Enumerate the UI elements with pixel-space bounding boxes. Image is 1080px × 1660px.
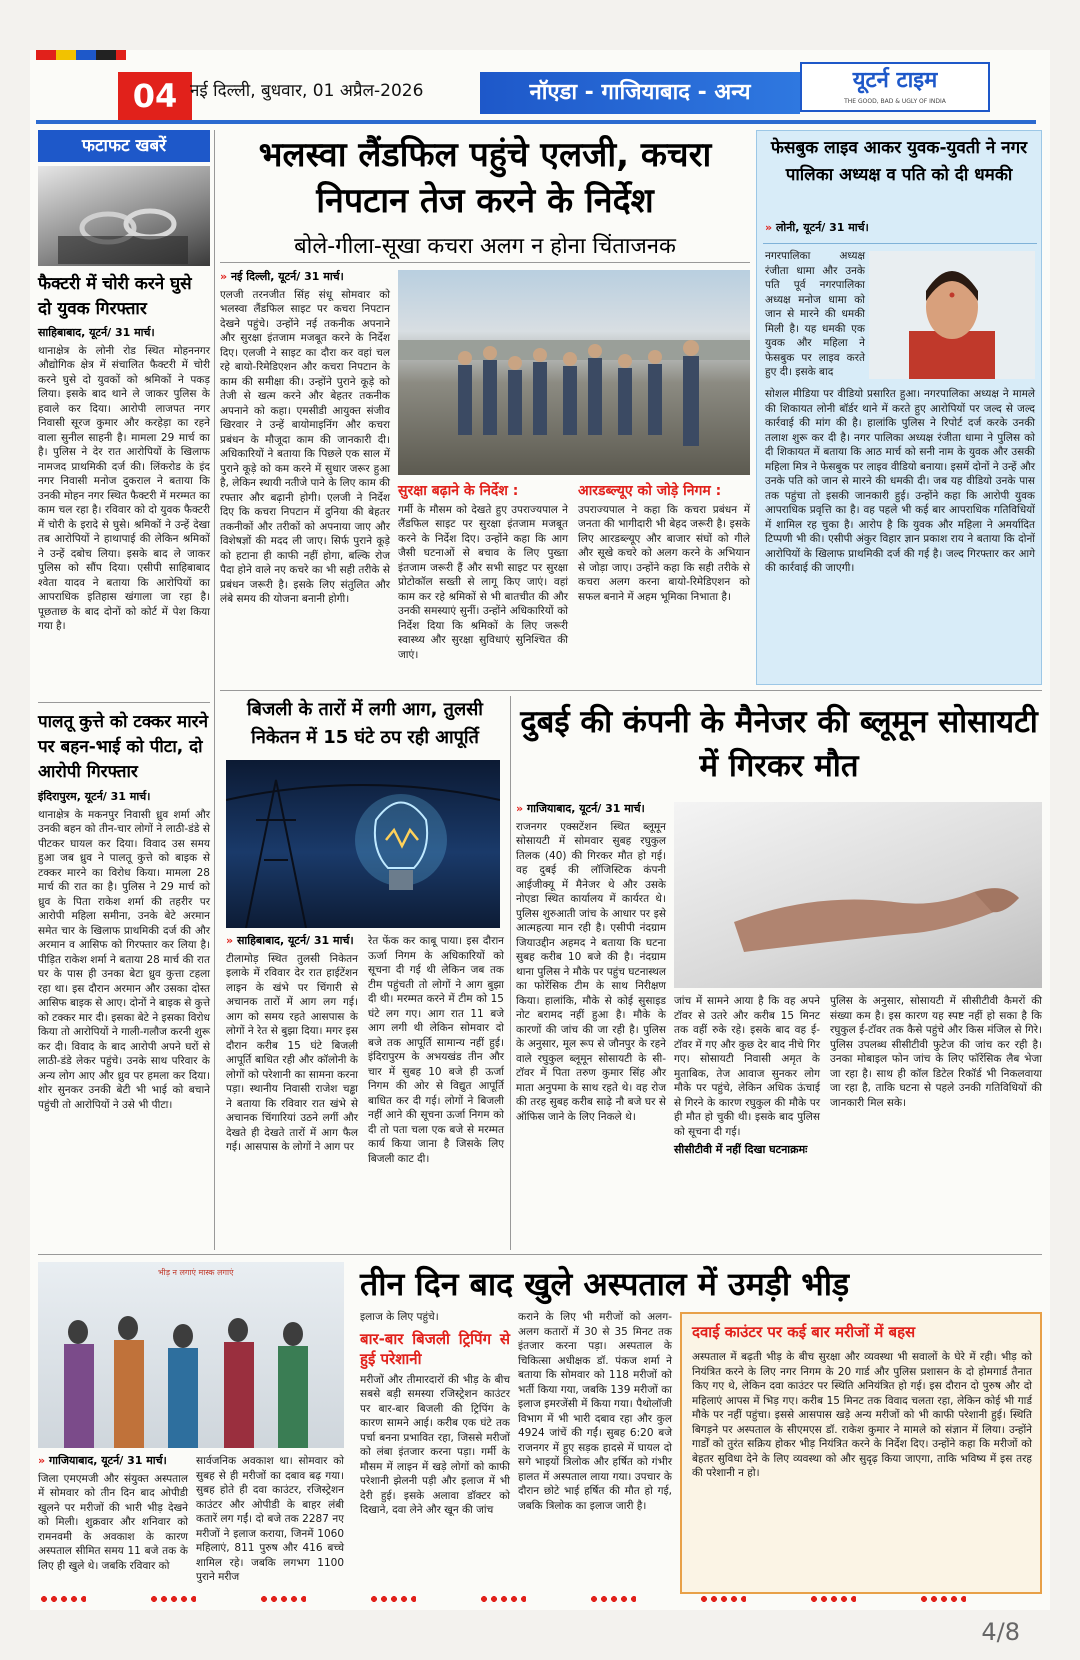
arrow-icon: » <box>516 802 527 815</box>
lead-deck: बोले-गीला-सूखा कचरा अलग न होना चिंताजनक <box>294 234 676 259</box>
header-rule <box>36 120 1036 124</box>
power-col-1 <box>226 934 358 1159</box>
divider <box>38 702 210 703</box>
divider <box>220 690 1042 691</box>
box-dateline: लोनी, यूटर्न/ 31 मार्च। <box>775 221 869 234</box>
dubai-dateline: गाजियाबाद, यूटर्न/ 31 मार्च। <box>526 802 645 815</box>
pharmacy-dispute-box <box>680 1312 1042 1594</box>
chairperson-portrait <box>869 251 1035 379</box>
lead-col-1 <box>220 270 390 611</box>
power-bulb-photo <box>226 760 500 928</box>
divider <box>38 1254 1042 1255</box>
box-body: सोशल मीडिया पर वीडियो प्रसारित हुआ। नगरपालिका अध्यक्ष ने मामले की शिकायत लोनी बॉर्डर थाने में करते हुए आरोपियों पर जल्द से जल्द कार्रवाई की मांग की है। हालांकि पुलिस ने रिपोर्ट दर्ज करके उनकी तलाश शुरू कर दी है। नगर पालिका अध्यक्ष रंजीता धामा ने पुलिस को दी शिकायत में बताया कि आठ मार्च को सनी नाम के युवक और उसकी महिला मित्र ने फेसबुक पर लाइव वीडियो बनाया। इसमें दोनों ने उन्हें और उनके पति को जान से मारने की धमकी दी। जब यह वीडियो उनके पास तक पहुंचा तो इसकी जानकारी हुई। उन्होंने कहा कि आरोपी युवक आपराधिक प्रवृत्ति का है। वह पहले भी कई बार आपराधिक गतिविधियों में शामिल रह चुका है। आरोप है कि युवक और महिला ने अमर्यादित टिप्पणी भी की। एसीपी अंकुर विहार ज्ञान प्रकाश राय ने बताया कि दोनों आरोपियों के खिलाफ प्राथमिकी दर्ज की गई है। जल्द गिरफ्तार कर आगे की कार्रवाई की जाएगी। <box>765 388 1035 574</box>
dubai-body-3: पुलिस के अनुसार, सोसायटी में सीसीटीवी कैमरों की संख्या कम है। इस कारण यह स्पष्ट नहीं हो सका है कि रघुकुल ई-टॉवर तक कैसे पहुंचे और किस मंजिल से गिरे। पुलिस उपलब्ध सीसीटीवी फुटेज की जांच कर रही है। उनका मोबाइल फोन जांच के लिए फॉरेंसिक लैब भेजा जा रहा है। साथ ही कॉल डिटेल रिकॉर्ड भी निकलवाया जा रहा है, ताकि घटना से पहले उनकी गतिविधियों की जानकारी मिल सके। <box>830 995 1042 1109</box>
story-title-factory-theft: फैक्टरी में चोरी करने घुसे दो युवक गिरफ्तार <box>38 274 192 319</box>
dubai-body-2: जांच में सामने आया है कि वह अपने टॉवर से उतरे और करीब 15 मिनट तक वहीं रुके रहे। इसके बाद वह ई-टॉवर में गए और कुछ देर बाद नीचे गिर गए। सोसायटी निवासी अमृत के मुताबिक, तेज आवाज सुनकर लोग मौके पर पहुंचे, लेकिन अधिक ऊंचाई से गिरने के कारण रघुकुल की मौके पर ही मौत हो चुकी थी। इसके बाद पुलिस को सूचना दी गई। <box>674 995 820 1138</box>
page-count: 4/8 <box>981 1618 1020 1646</box>
color-dots <box>370 1595 416 1603</box>
color-dots <box>480 1595 526 1603</box>
box-body-top: नगरपालिका अध्यक्ष रंजीता धामा और उनके पति पूर्व नगरपालिका अध्यक्ष मनोज धामा को जान से मारने की धमकी मिली है। यह धमकी एक युवक और महिला ने फेसबुक पर लाइव करते हुए दी। इसके बाद <box>765 250 865 378</box>
page-number: 04 <box>118 72 192 120</box>
brand-tagline: THE GOOD, BAD & UGLY OF INDIA <box>844 98 946 105</box>
box-dateline-wrap <box>765 221 1035 239</box>
box-body-top-wrap <box>765 249 865 384</box>
color-dots <box>920 1595 966 1603</box>
lead-dateline: नई दिल्ली, यूटर्न/ 31 मार्च। <box>230 270 344 283</box>
divider <box>220 262 750 263</box>
story-body: थानाक्षेत्र के मकनपुर निवासी ध्रुव शर्मा और उनकी बहन को तीन-चार लोगों ने लाठी-डंडे से पीटकर घायल कर दिया। विवाद उस समय हुआ जब ध्रुव ने पालतू कुत्ते को बाइक से टक्कर मारने का विरोध किया। मामला 28 मार्च की रात का है। पुलिस ने 29 मार्च को ध्रुव के पिता राकेश शर्मा की तहरीर पर आरोपी महिला समीना, उनके बेटे अरमान समेत चार के खिलाफ प्राथमिकी दर्ज की और अरमान व आसिफ को गिरफ्तार कर लिया है। पीड़ित राकेश शर्मा ने बताया 28 मार्च की रात घर के पास ही उनका बेटा ध्रुव कुत्ता टहला रहा था। इस दौरान अरमान और उसका दोस्त आसिफ बाइक से आए। दोनों ने बाइक से कुत्ते को टक्कर मार दी। इसका बेटे ने इसका विरोध किया तो आरोपियों ने गाली-गलौज करनी शुरू कर दी। विवाद के बाद आरोपी अपने घरों से लाठी-डंडे लेकर पहुंचे। उनके साथ परिवार के अन्य लोग आए और ध्रुव पर हमला कर दिया। शोर सुनकर उनकी बेटी भी भाई को बचाने पहुंची तो आरोपियों ने उसे भी पीटा। <box>38 808 210 1111</box>
story-dog-assault <box>38 790 210 1116</box>
story-dateline: इंदिरापुरम, यूटर्न/ 31 मार्च। <box>38 790 151 803</box>
handcuffs-photo <box>38 166 210 266</box>
facebook-threat-box <box>756 130 1042 685</box>
lead-body-3: उपराज्यपाल ने कहा कि कचरा प्रबंधन में जनता की भागीदारी भी बेहद जरूरी है। इसके लिए आरडब्ल्यूए और बाजार संघों को गीले और सूखे कचरे को अलग करने के अभियान से जोड़ा जाए। उन्होंने कहा कि सही तरीके से कचरा अलग करना बायो-रिमेडिएशन को सफल बनाने में अहम भूमिका निभाता है। <box>578 503 750 603</box>
hospital-body-2: मरीजों और तीमारदारों की भीड़ के बीच सबसे बड़ी समस्या रजिस्ट्रेशन काउंटर पर बार-बार बिजली की ट्रिपिंग के कारण सामने आई। करीब एक घंटे तक पर्चा बनना प्रभावित रहा, जिससे मरीजों को लंबा इंतजार करना पड़ा। गर्मी के मौसम में लाइन में खड़े लोगों को काफी परेशानी झेलनी पड़ी और इलाज में भी देरी हुई। इसके अलावा डॉक्टर को दिखाने, दवा लेने और खून की जांच <box>360 1373 510 1516</box>
hospital-col-2 <box>360 1310 510 1522</box>
divider <box>763 243 1037 244</box>
lead-headline: भलस्वा लैंडफिल पहुंचे एलजी, कचरा निपटान तेज करने के निर्देश <box>258 135 712 221</box>
lead-col-2 <box>398 480 568 666</box>
color-dots <box>810 1595 856 1603</box>
box-body-wrap <box>692 1350 1032 1485</box>
power-col-2 <box>368 934 504 1170</box>
hospital-body-1a: जिला एमएमजी और संयुक्त अस्पताल में सोमवार को तीन दिन बाद ओपीडी खुलने पर मरीजों की भारी भीड़ देखने को मिली। शुक्रवार और शनिवार को रामनवमी के अवकाश के कारण अस्पताल सीमित समय 11 बजे तक के लिए ही खुले थे। जबकि रविवार को <box>38 1472 188 1572</box>
section-title: नॉएडा - गाजियाबाद - अन्य <box>480 72 800 114</box>
lead-body-2: गर्मी के मौसम को देखते हुए उपराज्यपाल ने लैंडफिल साइट पर सुरक्षा इंतजाम मजबूत करने के निर्देश दिए। उन्होंने कहा कि आग जैसी घटनाओं से बचाव के लिए पुख्ता इंतजाम जरूरी हैं और सभी साइट पर सुरक्षा प्रोटोकॉल सख्ती से लागू किए जाएं। वहां काम कर रहे श्रमिकों से भी बातचीत की और उनकी समस्याएं सुनीं। उन्होंने अधिकारियों को निर्देश दिया कि श्रमिकों के लिए जरूरी स्वास्थ्य और सुरक्षा सुविधाएं सुनिश्चित की जाएं। <box>398 503 568 661</box>
power-body-2: रेत फेंक कर काबू पाया। इस दौरान ऊर्जा निगम के अधिकारियों को सूचना दी गई थी लेकिन जब तक टीम पहुंचती तो लोगों ने आग बुझा दी थी। मरम्मत करने में टीम को 15 घंटे लग गए। आग रात 11 बजे आग लगी थी लेकिन सोमवार दो बजे तक आपूर्ति सामान्य नहीं हुई। इंदिरापुरम के अभयखंड तीन और चार में सुबह 10 बजे ही ऊर्जा निगम की ओर से विद्युत आपूर्ति बाधित कर दी गई। लोगों ने बिजली नहीं आने की सूचना ऊर्जा निगम को दी तो पता चला एक बजे से मरम्मत कार्य किया जाना है जिसके लिए बिजली काट दी। <box>368 935 504 1165</box>
brand-name: यूटर्न टाइम <box>852 68 938 93</box>
box-body: अस्पताल में बढ़ती भीड़ के बीच सुरक्षा और व्यवस्था भी सवालों के घेरे में रही। भीड़ को नियंत्रित करने के लिए नगर निगम के 20 गार्ड और पुलिस प्रशासन के दो होमगार्ड तैनात किए गए थे, लेकिन दवा काउंटर पर स्थिति अनियंत्रित हो गई। इस दौरान दो पुरुष और दो महिलाएं आपस में भिड़ गए। करीब 15 मिनट तक विवाद चलता रहा, लेकिन कोई भी गार्ड मौके पर नहीं पहुंचा। इससे आसपास खड़े अन्य मरीजों को भी काफी परेशानी हुई। स्थिति बिगड़ने पर अस्पताल के सीएमएस डॉ. राकेश कुमार ने मामले को संज्ञान में लिया। उन्होंने गार्डों को तुरंत सक्रिय होकर भीड़ नियंत्रित करने के निर्देश दिए। उन्होंने कहा कि मरीजों को बेहतर सुविधा देने के लिए व्यवस्था को और सुदृढ़ किया जाएगा, ताकि भविष्य में इस तरह की परेशानी न हो। <box>692 1351 1032 1479</box>
dubai-col-3 <box>830 994 1042 1114</box>
hospital-subhead-tripping: बार-बार बिजली ट्रिपिंग से हुई परेशानी <box>360 1329 510 1368</box>
color-dots <box>40 1595 86 1603</box>
dubai-col-1 <box>516 802 666 1128</box>
hospital-body-2-top: इलाज के लिए पहुंचे। <box>360 1311 439 1323</box>
dubai-headline: दुबई की कंपनी के मैनेजर की ब्लूमून सोसायटी में गिरकर मौत <box>520 704 1038 784</box>
color-dots <box>590 1595 636 1603</box>
hospital-headline: तीन दिन बाद खुले अस्पताल में उमड़ी भीड़ <box>360 1265 850 1303</box>
power-dateline: साहिबाबाद, यूटर्न/ 31 मार्च। <box>236 934 354 947</box>
story-factory-theft <box>38 326 210 638</box>
power-headline: बिजली के तारों में लगी आग, तुलसी निकेतन में 15 घंटे ठप रही आपूर्ति <box>247 699 483 748</box>
arrow-icon: » <box>765 221 776 234</box>
column-rule <box>510 696 511 1250</box>
hospital-col-1b <box>196 1454 344 1589</box>
newspaper-page <box>30 50 1050 1610</box>
column-rule <box>214 130 215 1250</box>
quick-news-tag: फटाफट खबरें <box>38 130 210 162</box>
arrow-icon: » <box>38 1454 49 1467</box>
power-body-1: टीलामोड़ स्थित तुलसी निकेतन इलाके में रविवार देर रात हाईटेंशन लाइन के खंभे पर चिंगारी से अचानक तारों में आग लग गई। आग को समय रहते आसपास के लोगों ने रेत से बुझा दिया। मगर इस दौरान करीब 15 घंटे बिजली आपूर्ति बाधित रही और कॉलोनी के लोगों को परेशानी का सामना करना पड़ा। स्थानीय निवासी राजेश चड्ढा ने बताया कि रविवार रात खंभे से अचानक चिंगारियां उठने लगीं और देखते ही देखते तारों में आग फैल गई। आसपास के लोगों ने आग पर <box>226 952 358 1153</box>
story-dateline: साहिबाबाद, यूटर्न/ 31 मार्च। <box>38 326 155 339</box>
arrow-icon: » <box>226 934 237 947</box>
story-body: थानाक्षेत्र के लोनी रोड स्थित मोहननगर औद्योगिक क्षेत्र में संचालित फैक्टरी में चोरी करने घुसे दो युवकों को श्रमिकों ने पकड़ लिया। इसके बाद थाने ले जाकर पुलिस के हवाले कर दिया। आरोपी लाजपत नगर निवासी सूरज कुमार और करहेड़ा का रहने वाला सुनील साहनी है। मामला 29 मार्च का है। पुलिस ने देर रात आरोपियों के खिलाफ नामजद प्राथमिकी दर्ज की। लिंकरोड के इंद नगर निवासी मनोज दुकराल ने बताया कि उनकी मोहन नगर स्थित फैक्टरी में मरम्मत का काम चल रहा है। रविवार को दो युवक फैक्टरी में चोरी के इरादे से घुसे। श्रमिकों ने उन्हें देखा तब आरोपियों ने हाथापाई की लेकिन श्रमिकों ने उन्हें दबोच लिया। इसके बाद ले जाकर पुलिस को सौंप दिया। एसीपी साहिबाबाद श्वेता यादव ने बताया कि आरोपियों का आपराधिक इतिहास खंगाला जा रहा है। पूछताछ के बाद दोनों को कोर्ट में पेश किया गया है। <box>38 344 210 632</box>
hospital-col-1a <box>38 1454 188 1577</box>
photo-sign: भीड़ न लगाएं मास्क लगाएं <box>158 1268 234 1277</box>
lead-body-1: एलजी तरनजीत सिंह संधू सोमवार को भलस्वा लैंडफिल साइट पर कचरा निपटान देखने पहुंचे। उन्होंने नई तकनीक अपनाने और सुरक्षा इंतजाम मजबूत करने के निर्देश दिए। एलजी ने साइट का दौरा कर वहां चल रहे बायो-रिमेडिएशन और कचरा निपटान के काम की समीक्षा की। उन्होंने पुराने कूड़े को तेजी से खत्म करने और बेहतर तकनीक अपनाने को कहा। एमसीडी आयुक्त संजीव खिरवार ने उन्हें बायोमाइनिंग और कचरा प्रबंधन के मौजूदा काम की जानकारी दी। अधिकारियों ने बताया कि पिछले एक साल में पुराने कूड़े को कम करने में सुधार जरूर हुआ है, लेकिन स्थायी नतीजे पाने के लिए काम की रफ्तार और बढ़ानी होगी। एलजी ने निर्देश दिए कि कचरा निपटान में दुनिया की बेहतर तकनीकों और तरीकों को अपनाया जाए और विशेषज्ञों की मदद ली जाए। सिर्फ पुराने कूड़े को हटाना ही काफी नहीं होगा, बल्कि रोज पैदा होने वाले नए कचरे का भी सही तरीके से प्रबंधन जरूरी है। इसके लिए संतुलित और लंबे समय की योजना बनानी होगी। <box>220 288 390 605</box>
body-hand-photo <box>674 802 1042 988</box>
brand-logo <box>800 62 990 112</box>
hospital-body-1b: सार्वजनिक अवकाश था। सोमवार को सुबह से ही मरीजों का दबाव बढ़ गया। सुबह होते ही दवा काउंटर, रजिस्ट्रेशन काउंटर और ओपीडी के बाहर लंबी कतारें लग गईं। दो बजे तक 2287 नए मरीजों ने इलाज कराया, जिनमें 1060 महिलाएं, 811 पुरुष और 416 बच्चे शामिल रहे। जबकि लगभग 1100 पुराने मरीज <box>196 1455 344 1583</box>
story-title-dog-assault: पालतू कुत्ते को टक्कर मारने पर बहन-भाई को पीटा, दो आरोपी गिरफ्तार <box>38 712 209 782</box>
hospital-body-3: कराने के लिए भी मरीजों को अलग-अलग कतारों में 30 से 35 मिनट तक इंतजार करना पड़ा। अस्पताल के चिकित्सा अधीक्षक डॉ. पंकज शर्मा ने बताया कि सोमवार को 118 मरीजों को भर्ती किया गया, जबकि 139 मरीजों का इलाज इमरजेंसी में किया गया। पैथोलॉजी विभाग में भी भारी दबाव रहा और कुल 4924 जांचें की गईं। सुबह 6:20 बजे राजनगर में हुए सड़क हादसे में घायल दो सगे भाइयों त्रिलोक और हर्षित को गंभीर हालत में अस्पताल लाया गया। उपचार के दौरान छोटे भाई हर्षित की मौत हो गई, जबकि त्रिलोक का इलाज जारी है। <box>518 1311 672 1512</box>
box-body-wrap <box>765 387 1035 580</box>
hospital-col-3 <box>518 1310 672 1517</box>
dubai-col-2 <box>674 994 820 1161</box>
dubai-subhead: सीसीटीवी में नहीं दिखा घटनाक्रमः <box>674 1143 808 1156</box>
lead-subhead-rwa: आरडब्ल्यूए को जोड़े निगम : <box>578 483 722 499</box>
color-dots <box>260 1595 306 1603</box>
landfill-visit-photo <box>398 270 750 475</box>
hospital-dateline: गाजियाबाद, यूटर्न/ 31 मार्च। <box>48 1454 167 1467</box>
arrow-icon: » <box>220 270 231 283</box>
box-title: दवाई काउंटर पर कई बार मरीजों में बहस <box>692 1323 916 1341</box>
lead-subhead-safety: सुरक्षा बढ़ाने के निर्देश : <box>398 483 519 499</box>
box-headline: फेसबुक लाइव आकर युवक-युवती ने नगर पालिका अध्यक्ष व पति को दी धमकी <box>770 138 1028 185</box>
color-bar <box>36 50 126 60</box>
color-dots <box>150 1595 196 1603</box>
color-dots <box>700 1595 746 1603</box>
lead-col-3 <box>578 480 750 608</box>
dubai-body-1: राजनगर एक्सटेंशन स्थित ब्लूमून सोसायटी में सोमवार सुबह रघुकुल तिलक (40) की गिरकर मौत हो गई। वह दुबई की लॉजिस्टिक कंपनी आईजीक्यू में मैनेजर थे और उसके नोएडा स्थित कार्यालय में कार्यरत थे। पुलिस शुरुआती जांच के आधार पर इसे आत्महत्या मान रही है। एसीपी नंदग्राम जियाउद्दीन अहमद ने बताया कि घटना सुबह करीब 10 बजे की है। नंदग्राम थाना पुलिस ने मौके पर पहुंच घटनास्थल का फोरेंसिक टीम के साथ निरीक्षण किया। हालांकि, मौके से कोई सुसाइड नोट बरामद नहीं हुआ है। मौके के कारणों की जांच की जा रही है। पुलिस के अनुसार, मूल रूप से जौनपुर के रहने वाले रघुकुल ब्लूमून सोसायटी के सी-टॉवर में पिता तरुण कुमार सिंह और माता अनुपमा के साथ रहते थे। वह रोज की तरह सुबह करीब साढ़े नौ बजे घर से ऑफिस जाने के लिए निकले थे। <box>516 820 667 1123</box>
hospital-crowd-photo <box>38 1262 344 1448</box>
dateline: नई दिल्ली, बुधवार, 01 अप्रैल-2026 <box>190 81 424 101</box>
